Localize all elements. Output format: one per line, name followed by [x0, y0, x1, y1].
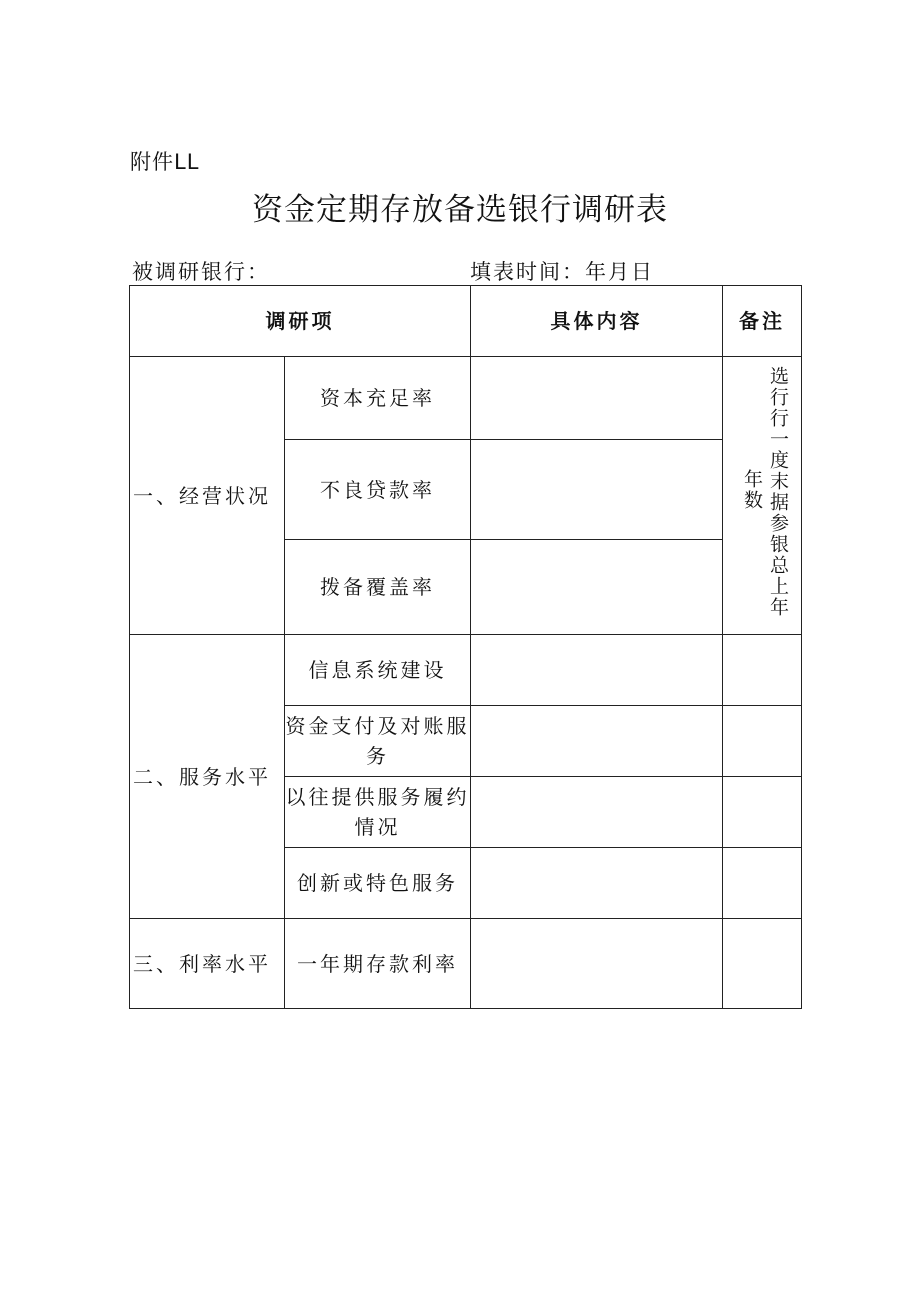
content-cell[interactable]	[471, 357, 723, 440]
note-cell-operating	[723, 357, 802, 635]
table-row	[130, 357, 802, 440]
page-title: 资金定期存放备选银行调研表	[252, 192, 668, 228]
note-vertical-text: 选行行一度末据参银总上年	[767, 366, 789, 618]
category-operating-status: 一、经营状况	[130, 357, 285, 635]
note-vertical-text: 年数	[741, 469, 763, 511]
surveyed-bank-label: 被调研银行：	[132, 260, 270, 284]
attachment-label: 附件LL	[130, 150, 200, 174]
table-row	[130, 919, 802, 1009]
item-provision-coverage: 拨备覆盖率	[285, 540, 471, 635]
item-one-year-deposit-rate: 一年期存款利率	[285, 919, 471, 1009]
content-cell[interactable]	[471, 706, 723, 777]
note-cell[interactable]	[723, 635, 802, 706]
note-cell[interactable]	[723, 777, 802, 848]
item-innovative-services: 创新或特色服务	[285, 848, 471, 919]
item-info-system: 信息系统建设	[285, 635, 471, 706]
item-npl-ratio: 不良贷款率	[285, 440, 471, 540]
header-row	[130, 286, 802, 357]
header-survey-item: 调研项	[130, 286, 471, 357]
category-interest-rate: 三、利率水平	[130, 919, 285, 1009]
content-cell[interactable]	[471, 848, 723, 919]
header-note: 备注	[723, 286, 802, 357]
survey-table	[129, 285, 802, 1009]
content-cell[interactable]	[471, 919, 723, 1009]
note-cell[interactable]	[723, 848, 802, 919]
category-service-level: 二、服务水平	[130, 635, 285, 919]
content-cell[interactable]	[471, 777, 723, 848]
fill-date-label: 填表时间：年月日	[470, 260, 654, 284]
content-cell[interactable]	[471, 635, 723, 706]
content-cell[interactable]	[471, 440, 723, 540]
note-cell[interactable]	[723, 706, 802, 777]
item-payment-reconciliation: 资金支付及对账服务	[285, 706, 471, 777]
note-cell[interactable]	[723, 919, 802, 1009]
content-cell[interactable]	[471, 540, 723, 635]
table-row	[130, 635, 802, 706]
header-content: 具体内容	[471, 286, 723, 357]
item-capital-adequacy: 资本充足率	[285, 357, 471, 440]
item-past-performance: 以往提供服务履约情况	[285, 777, 471, 848]
